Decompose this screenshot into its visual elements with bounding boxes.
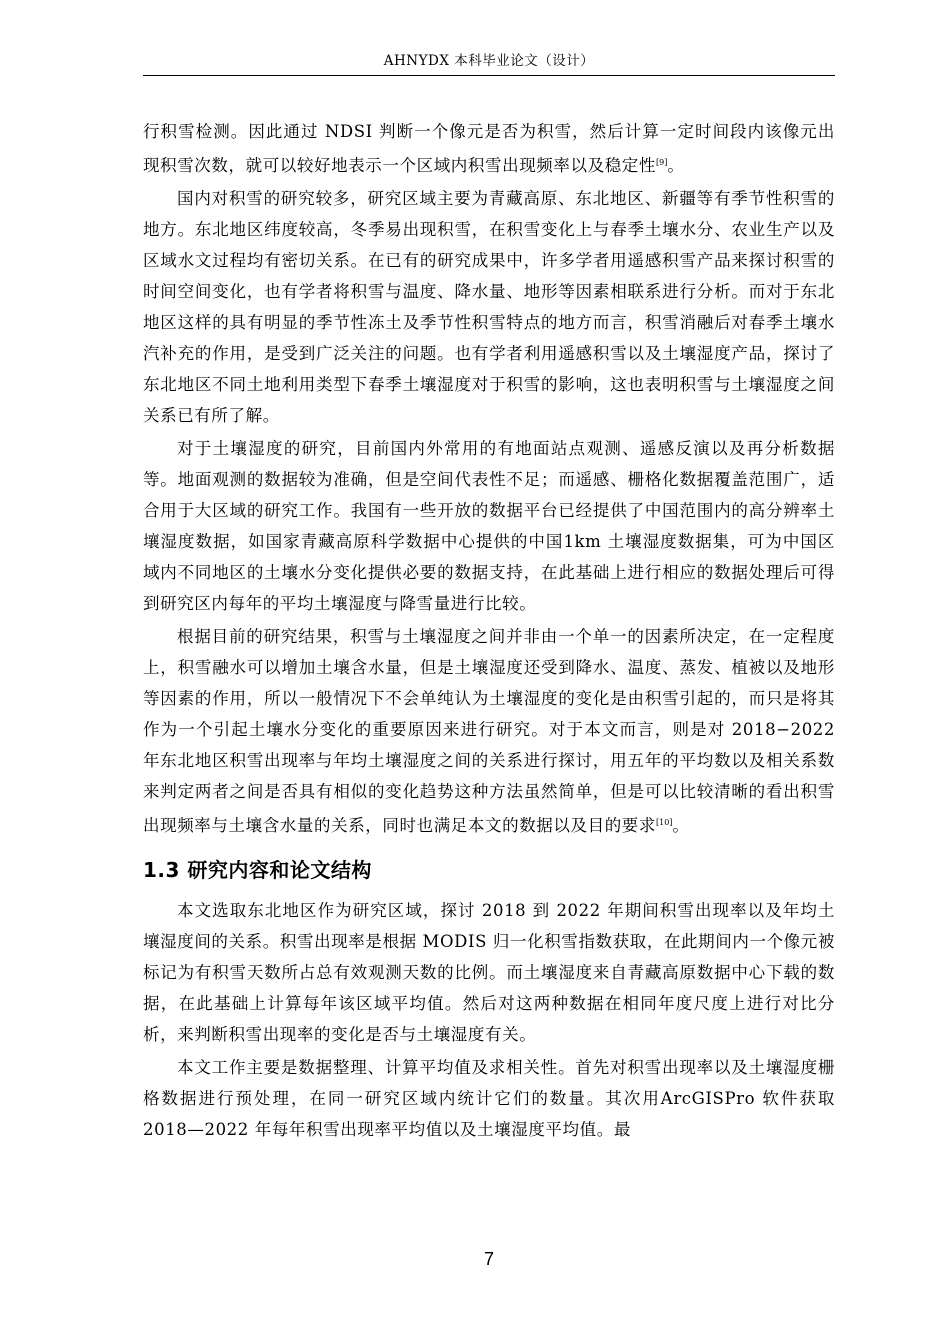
paragraph-work-outline xyxy=(143,1052,835,1145)
citation-marker: [10] xyxy=(656,818,673,827)
section-heading: 1.3 研究内容和论文结构 xyxy=(143,858,372,882)
paragraph-text: 行积雪检测。因此通过 NDSI 判断一个像元是否为积雪，然后计算一定时间段内该像元出现积雪次数，就可以较好地表示一个区域内积雪出现频率以及稳定性 xyxy=(143,122,835,175)
header-divider xyxy=(143,75,835,76)
paragraph-study-content xyxy=(143,895,835,1050)
paragraph-snow-detection xyxy=(143,116,835,181)
paragraph-soil-moisture-research xyxy=(143,433,835,619)
paragraph-research-results xyxy=(143,621,835,841)
paragraph-text: 本文选取东北地区作为研究区域，探讨 2018 到 2022 年期间积雪出现率以及年均土壤湿度间的关系。积雪出现率是根据 MODIS 归一化积雪指数获取，在此期间内一个像元被标记为有积雪天数所占总有效观测天数的比例。而土壤湿度来自青藏高原数据中心下载的数据，在此基础上计算每年该区域平均值。然后对这两种数据在相同年度尺度上进行对比分析，来判断积雪出现率的变化是否与土壤湿度有关。 xyxy=(143,901,835,1044)
paragraph-tail: 。 xyxy=(672,816,690,835)
paragraph-domestic-research xyxy=(143,183,835,431)
paragraph-text: 根据目前的研究结果，积雪与土壤湿度之间并非由一个单一的因素所决定，在一定程度上，积雪融水可以增加土壤含水量，但是土壤湿度还受到降水、温度、蒸发、植被以及地形等因素的作用，所以一般情况下不会单纯认为土壤湿度的变化是由积雪引起的，而只是将其作为一个引起土壤水分变化的重要原因来进行研究。对于本文而言，则是对 2018−2022 年东北地区积雪出现率与年均土壤湿度之间的关系进行探讨，用五年的平均数以及相关系数来判定两者之间是否具有相似的变化趋势这种方法虽然简单，但是可以比较清晰的看出积雪出现频率与土壤含水量的关系，同时也满足本文的数据以及目的要求 xyxy=(143,627,835,835)
main-text xyxy=(143,116,835,1145)
running-header: AHNYDX 本科毕业论文（设计） xyxy=(383,53,595,69)
paragraph-text: 本文工作主要是数据整理、计算平均值及求相关性。首先对积雪出现率以及土壤湿度栅格数据进行预处理，在同一研究区域内统计它们的数量。其次用ArcGISPro 软件获取 2018—2022 年每年积雪出现率平均值以及土壤湿度平均值。最 xyxy=(143,1058,835,1139)
citation-marker: [9] xyxy=(656,158,668,167)
paragraph-text: 国内对积雪的研究较多，研究区域主要为青藏高原、东北地区、新疆等有季节性积雪的地方。东北地区纬度较高，冬季易出现积雪，在积雪变化上与春季土壤水分、农业生产以及区域水文过程均有密切关系。在已有的研究成果中，许多学者用遥感积雪产品来探讨积雪的时间空间变化，也有学者将积雪与温度、降水量、地形等因素相联系进行分析。而对于东北地区这样的具有明显的季节性冻土及季节性积雪特点的地方而言，积雪消融后对春季土壤水汽补充的作用，是受到广泛关注的问题。也有学者利用遥感积雪以及土壤湿度产品，探讨了东北地区不同土地利用类型下春季土壤湿度对于积雪的影响，这也表明积雪与土壤湿度之间关系已有所了解。 xyxy=(143,189,835,425)
paragraph-tail: 。 xyxy=(667,156,685,175)
page-number: 7 xyxy=(483,1249,494,1269)
paragraph-text: 对于土壤湿度的研究，目前国内外常用的有地面站点观测、遥感反演以及再分析数据等。地面观测的数据较为准确，但是空间代表性不足；而遥感、栅格化数据覆盖范围广，适合用于大区域的研究工作。我国有一些开放的数据平台已经提供了中国范围内的高分辨率土壤湿度数据，如国家青藏高原科学数据中心提供的中国1km 土壤湿度数据集，可为中国区域内不同地区的土壤水分变化提供必要的数据支持，在此基础上进行相应的数据处理后可得到研究区内每年的平均土壤湿度与降雪量进行比较。 xyxy=(143,439,835,613)
